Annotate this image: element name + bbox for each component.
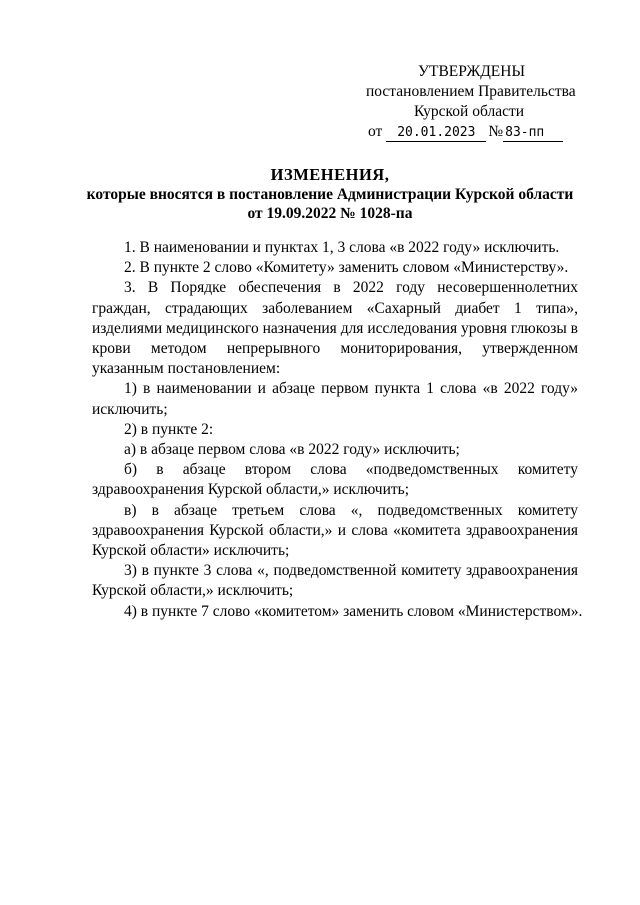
paragraph-3-2-a: а) в абзаце первом слова «в 2022 году» исключить; (124, 441, 460, 459)
approval-date: 20.01.2023 (386, 125, 486, 142)
paragraph-3-2-v: в) в абзаце третьем слова «, подведомственных комитету здравоохранения Курской области,» и слова «комитета здравоохранения Курской области» исключить; (92, 501, 578, 560)
document-title: ИЗМЕНЕНИЯ, (270, 165, 390, 184)
paragraph-1: 1. В наименовании и пунктах 1, 3 слова «в 2022 году» исключить. (124, 239, 560, 256)
paragraph-3-4: 4) в пункте 7 слово «комитетом» заменить словом «Министерством». (124, 602, 583, 620)
paragraph-3-1: 1) в наименовании и абзаце первом пункта 1 слова «в 2022 году» исключить; (92, 380, 578, 418)
approval-date-line (368, 122, 563, 142)
paragraph-3-2-b: б) в абзаце втором слова «подведомственных комитету здравоохранения Курской области,» исключить; (92, 461, 578, 499)
paragraph-2: 2. В пункте 2 слово «Комитету» заменить словом «Министерству». (124, 259, 569, 277)
date-prefix: от (368, 123, 383, 140)
paragraph-3: 3. В Порядке обеспечения в 2022 году несовершеннолетних граждан, страдающих заболеванием «Сахарный диабет 1 типа», изделиями медицинского назначения для исследования уровня глюкозы в крови методом непрерывного мониторирования, утвержденном указанным постановлением: (92, 279, 578, 378)
number-prefix: № (488, 123, 504, 140)
document-subtitle-line1: которые вносятся в постановление Администрации Курской области (86, 186, 574, 203)
approval-title: УТВЕРЖДЕНЫ (418, 63, 525, 80)
document-body (92, 238, 583, 622)
approval-region: Курской области (414, 103, 525, 120)
paragraph-3-2: 2) в пункте 2: (124, 420, 214, 438)
document-subtitle-line2: от 19.09.2022 № 1028-па (247, 205, 413, 222)
approval-issuer: постановлением Правительства (366, 83, 576, 100)
approval-number: 83-пп (503, 125, 563, 142)
paragraph-3-3: 3) в пункте 3 слова «, подведомственной комитету здравоохранения Курской области,» исключить; (92, 562, 578, 600)
